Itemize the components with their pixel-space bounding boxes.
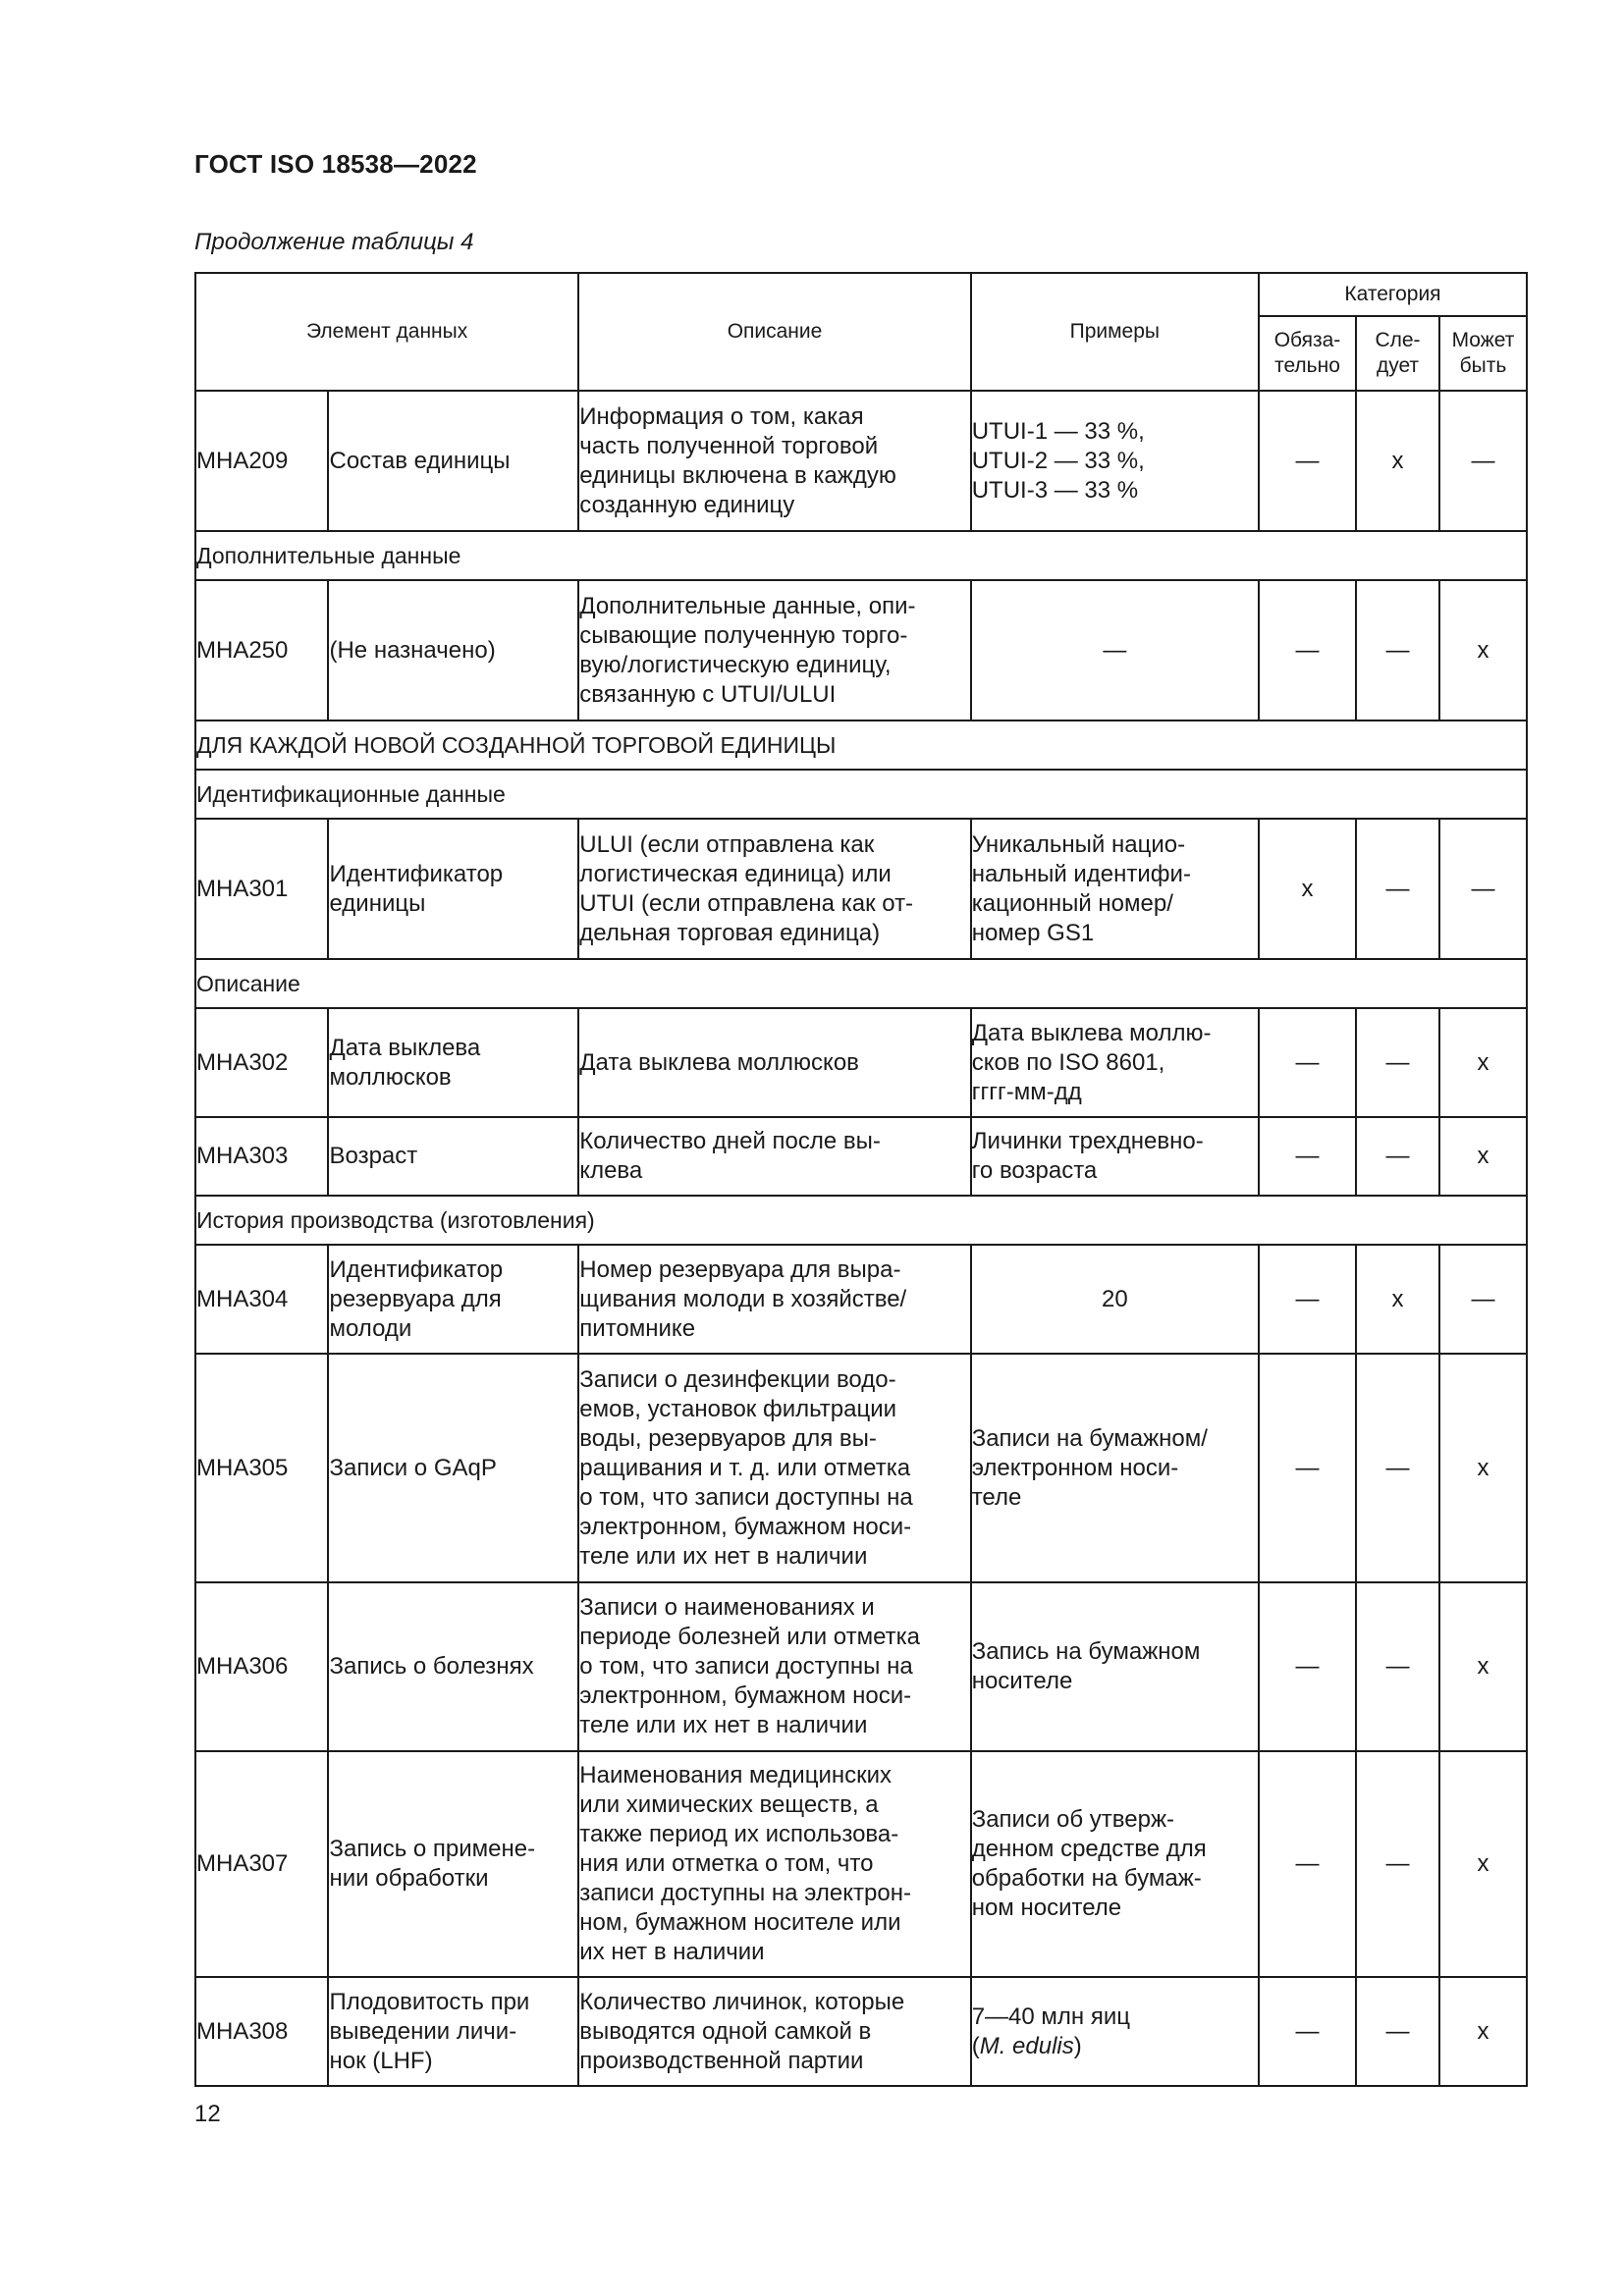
row-code: MHA303 <box>195 1117 328 1196</box>
table-caption: Продолжение таблицы 4 <box>194 229 474 255</box>
table-row <box>195 1008 1527 1117</box>
row-cat-may: — <box>1439 391 1527 531</box>
table-body <box>195 391 1527 2086</box>
row-code: MHA304 <box>195 1245 328 1354</box>
row-name: Возраст <box>328 1117 578 1196</box>
document-header: ГОСТ ISO 18538—2022 <box>194 149 477 179</box>
row-name: Дата выклева моллюсков <box>328 1008 578 1117</box>
row-cat-should: — <box>1356 1751 1439 1977</box>
row-code: MHA301 <box>195 819 328 959</box>
table-head <box>195 273 1527 391</box>
table-row <box>195 819 1527 959</box>
row-example: Запись на бумажном носителе <box>971 1582 1259 1751</box>
row-example: Уникальный нацио- нальный идентифи- кационный номер/ номер GS1 <box>971 819 1259 959</box>
row-cat-should: — <box>1356 819 1439 959</box>
header-cat-may: Может быть <box>1439 316 1527 391</box>
row-example: UTUI-1 — 33 %, UTUI-2 — 33 %, UTUI-3 — 33 % <box>971 391 1259 531</box>
row-example: Записи об утверж- денном средстве для обработки на бумаж- ном носителе <box>971 1751 1259 1977</box>
row-code: MHA307 <box>195 1751 328 1977</box>
row-cat-may: — <box>1439 819 1527 959</box>
row-cat-may: x <box>1439 1582 1527 1751</box>
row-cat-should: — <box>1356 1008 1439 1117</box>
row-code: MHA308 <box>195 1977 328 2086</box>
row-description: Дата выклева моллюсков <box>578 1008 970 1117</box>
row-description: Наименования медицинских или химических веществ, а также период их использова- ния или отметка о том, что записи доступны на электрон- ном, бумажном носителе или их нет в наличии <box>578 1751 970 1977</box>
section-row <box>195 770 1527 819</box>
row-code: MHA302 <box>195 1008 328 1117</box>
row-cat-may: x <box>1439 1354 1527 1582</box>
row-cat-mandatory: — <box>1259 1008 1356 1117</box>
row-description: Записи о дезинфекции водо- емов, установок фильтрации воды, резервуаров для вы- ращивания и т. д. или отметка о том, что записи доступны на электронном, бумажном носи- теле или их нет в наличии <box>578 1354 970 1582</box>
table-row <box>195 1751 1527 1977</box>
example-main: 7—40 млн яиц <box>971 2002 1130 2030</box>
row-cat-should: — <box>1356 1977 1439 2086</box>
row-cat-may: — <box>1439 1245 1527 1354</box>
row-name: Запись о болезнях <box>328 1582 578 1751</box>
table-row <box>195 1245 1527 1354</box>
row-cat-may: x <box>1439 1977 1527 2086</box>
row-cat-mandatory: — <box>1259 1354 1356 1582</box>
row-cat-may: x <box>1439 580 1527 721</box>
table-row <box>195 1582 1527 1751</box>
header-description: Описание <box>578 273 970 391</box>
data-table <box>194 272 1528 2087</box>
row-description: Информация о том, какая часть полученной торговой единицы включена в каждую созданную единицу <box>578 391 970 531</box>
section-label: Дополнительные данные <box>195 531 1527 580</box>
row-name: Плодовитость при выведении личи- нок (LHF) <box>328 1977 578 2086</box>
row-name: Идентификатор резервуара для молоди <box>328 1245 578 1354</box>
row-example: Записи на бумажном/ электронном носи- теле <box>971 1354 1259 1582</box>
table-row <box>195 1354 1527 1582</box>
row-description: Номер резервуара для выра- щивания молоди в хозяйстве/ питомнике <box>578 1245 970 1354</box>
row-code: MHA305 <box>195 1354 328 1582</box>
row-cat-mandatory: — <box>1259 1751 1356 1977</box>
row-example: Личинки трехдневно- го возраста <box>971 1117 1259 1196</box>
row-description: ULUI (если отправлена как логистическая единица) или UTUI (если отправлена как от- дельная торговая единица) <box>578 819 970 959</box>
row-cat-mandatory: — <box>1259 1245 1356 1354</box>
row-description: Записи о наименованиях и периоде болезней или отметка о том, что записи доступны на электронном, бумажном носи- теле или их нет в наличии <box>578 1582 970 1751</box>
row-cat-mandatory: x <box>1259 819 1356 959</box>
section-label: Описание <box>195 959 1527 1008</box>
example-species: M. edulis <box>979 2032 1074 2059</box>
row-example: 20 <box>971 1245 1259 1354</box>
row-name: Идентификатор единицы <box>328 819 578 959</box>
row-cat-should: — <box>1356 1117 1439 1196</box>
header-category: Категория <box>1259 273 1527 316</box>
row-example <box>971 1977 1259 2086</box>
table-row <box>195 580 1527 721</box>
row-code: MHA250 <box>195 580 328 721</box>
row-name: (Не назначено) <box>328 580 578 721</box>
row-description: Количество личинок, которые выводятся одной самкой в производственной партии <box>578 1977 970 2086</box>
section-row <box>195 1196 1527 1245</box>
row-code: MHA209 <box>195 391 328 531</box>
header-cat-mandatory: Обяза- тельно <box>1259 316 1356 391</box>
row-example: Дата выклева моллю- сков по ISO 8601, гггг-мм-дд <box>971 1008 1259 1117</box>
row-cat-mandatory: — <box>1259 1582 1356 1751</box>
row-name: Запись о примене- нии обработки <box>328 1751 578 1977</box>
row-cat-mandatory: — <box>1259 391 1356 531</box>
row-cat-may: x <box>1439 1751 1527 1977</box>
header-cat-should: Сле- дует <box>1356 316 1439 391</box>
row-cat-may: x <box>1439 1117 1527 1196</box>
table-row <box>195 1117 1527 1196</box>
row-cat-mandatory: — <box>1259 1117 1356 1196</box>
page-number: 12 <box>194 2101 221 2127</box>
row-cat-mandatory: — <box>1259 580 1356 721</box>
section-row <box>195 531 1527 580</box>
section-label: Идентификационные данные <box>195 770 1527 819</box>
row-cat-mandatory: — <box>1259 1977 1356 2086</box>
row-cat-should: — <box>1356 580 1439 721</box>
header-element: Элемент данных <box>195 273 578 391</box>
row-name: Состав единицы <box>328 391 578 531</box>
row-cat-should: — <box>1356 1582 1439 1751</box>
row-cat-may: x <box>1439 1008 1527 1117</box>
header-examples: Примеры <box>971 273 1259 391</box>
table-row <box>195 1977 1527 2086</box>
row-cat-should: x <box>1356 1245 1439 1354</box>
section-label: История производства (изготовления) <box>195 1196 1527 1245</box>
row-cat-should: x <box>1356 391 1439 531</box>
section-row <box>195 959 1527 1008</box>
row-code: MHA306 <box>195 1582 328 1751</box>
example-paren-open: ( <box>971 2032 980 2059</box>
row-name: Записи о GAqP <box>328 1354 578 1582</box>
row-description: Дополнительные данные, опи- сывающие полученную торго- вую/логистическую единицу, связанную с UTUI/ULUI <box>578 580 970 721</box>
table-row <box>195 391 1527 531</box>
example-paren-close: ) <box>1073 2032 1082 2059</box>
row-cat-should: — <box>1356 1354 1439 1582</box>
header-row <box>195 273 1527 316</box>
section-row <box>195 721 1527 770</box>
row-example: — <box>971 580 1259 721</box>
row-description: Количество дней после вы- клева <box>578 1117 970 1196</box>
section-label: ДЛЯ КАЖДОЙ НОВОЙ СОЗДАННОЙ ТОРГОВОЙ ЕДИНИЦЫ <box>195 721 1527 770</box>
